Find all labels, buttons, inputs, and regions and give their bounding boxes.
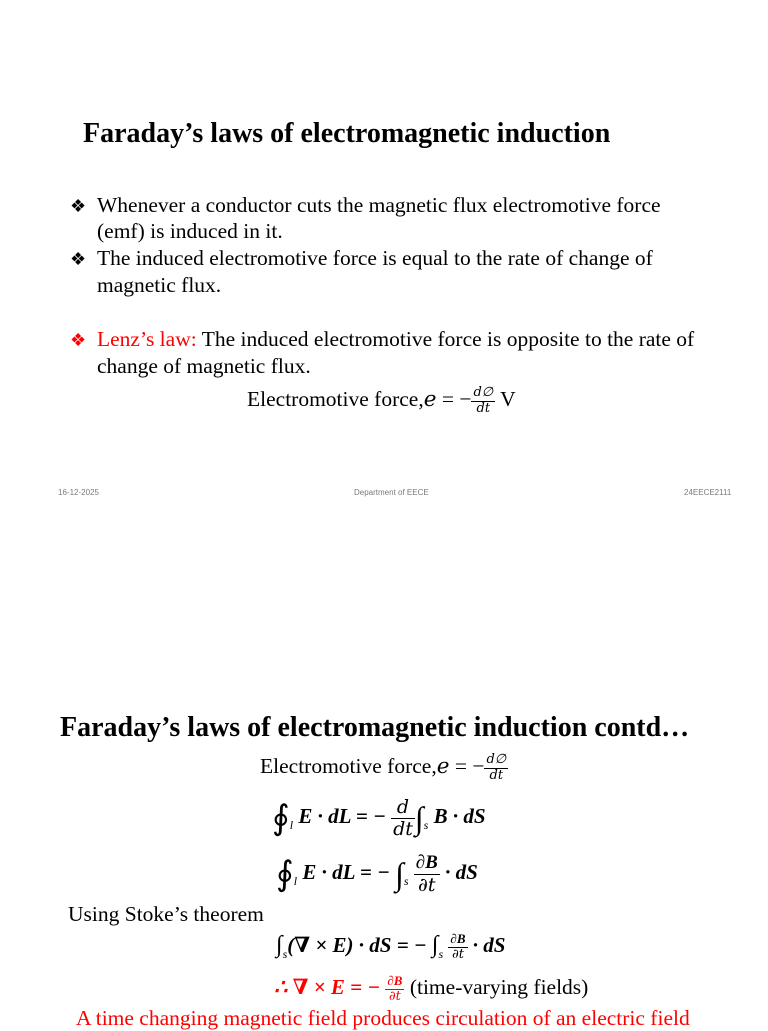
bullet-diamond-icon: ❖ xyxy=(70,330,87,350)
emf-fraction xyxy=(484,753,508,783)
partial-denominator: ∂t xyxy=(418,873,436,896)
surface-subscript: s xyxy=(438,947,444,961)
footer-date: 16-12-2025 xyxy=(58,488,99,497)
equation-rhs: · dS xyxy=(467,933,506,957)
footer-department: Department of EECE xyxy=(354,488,429,497)
emf-prefix: Electromotive force, xyxy=(247,387,424,411)
stokes-theorem-text: Using Stoke’s theorem xyxy=(68,902,264,926)
equation-rhs: B · dS xyxy=(433,804,486,828)
surface-subscript: s xyxy=(403,874,409,888)
derivative-fraction xyxy=(391,797,415,840)
curl-lhs: ∴ ∇ × E = − xyxy=(274,975,381,999)
emf-unit: V xyxy=(495,387,516,411)
lenz-law-text: The induced electromotive force is opposite to the rate of xyxy=(196,327,695,351)
emf-symbol: e xyxy=(436,754,450,779)
lenz-law-label: Lenz’s law: xyxy=(97,327,197,351)
bullet-diamond-icon: ❖ xyxy=(70,196,87,216)
faraday-integral-equation-2 xyxy=(276,844,478,909)
derivative-numerator: d xyxy=(391,797,415,819)
slide-1 xyxy=(0,0,768,512)
derivative-denominator: dt xyxy=(393,817,413,840)
partial-derivative-fraction xyxy=(448,932,467,962)
surface-subscript: s xyxy=(423,818,429,832)
partial-numerator: ∂B xyxy=(415,851,438,873)
emf-equals: = − xyxy=(449,754,485,778)
surface-subscript: s xyxy=(282,947,288,961)
bullet-diamond-icon: ❖ xyxy=(70,249,87,269)
integral-symbol: ∫ xyxy=(431,932,439,958)
emf-equation xyxy=(247,378,516,421)
partial-denominator: ∂t xyxy=(388,988,401,1004)
contour-subscript: l xyxy=(293,874,298,888)
contour-integral-symbol: ∮ xyxy=(276,856,294,893)
equation-lhs: E · dL = − xyxy=(298,804,386,828)
emf-equals: = − xyxy=(436,387,472,411)
slide-2 xyxy=(0,512,768,1030)
contour-subscript: l xyxy=(289,818,294,832)
integral-symbol: ∫ xyxy=(414,800,424,836)
partial-derivative-fraction xyxy=(414,853,440,896)
bullet-2-line-1: The induced electromotive force is equal to the rate of change of xyxy=(97,246,653,270)
partial-numerator: ∂B xyxy=(450,931,466,947)
bullet-2-line-2: magnetic flux. xyxy=(97,273,222,297)
bullet-1-line-2: (emf) is induced in it. xyxy=(97,219,283,243)
time-varying-note: (time-varying fields) xyxy=(404,975,589,999)
emf-fraction-denominator: dt xyxy=(476,400,491,416)
lenz-law-line-2: change of magnetic flux. xyxy=(97,354,311,378)
emf-fraction-numerator: d∅ xyxy=(473,385,494,401)
slide-title: Faraday’s laws of electromagnetic induction contd… xyxy=(60,712,690,743)
emf-fraction-denominator: dt xyxy=(489,767,504,783)
emf-prefix: Electromotive force, xyxy=(260,754,437,778)
emf-symbol: e xyxy=(423,387,437,412)
conclusion-text: A time changing magnetic field produces circulation of an electric field xyxy=(76,1006,690,1030)
partial-derivative-fraction xyxy=(385,974,404,1004)
emf-equation xyxy=(260,744,508,789)
equation-rhs: · dS xyxy=(445,860,478,884)
equation-lhs: (∇ × E) · dS = − xyxy=(287,933,432,957)
equation-lhs: E · dL = − xyxy=(302,860,390,884)
integral-symbol: ∫ xyxy=(276,932,283,958)
contour-integral-symbol: ∮ xyxy=(272,800,290,837)
curl-equation xyxy=(274,966,588,1008)
partial-denominator: ∂t xyxy=(451,946,464,962)
emf-fraction xyxy=(471,386,495,416)
bullet-1-line-1: Whenever a conductor cuts the magnetic flux electromotive force xyxy=(97,193,661,217)
partial-numerator: ∂B xyxy=(387,973,403,989)
lenz-law-line-1 xyxy=(97,326,694,352)
footer-course-code: 24EECE2111 xyxy=(684,488,732,497)
slide-title: Faraday’s laws of electromagnetic induction xyxy=(83,118,611,149)
integral-symbol: ∫ xyxy=(395,856,404,892)
emf-fraction-numerator: d∅ xyxy=(486,752,507,768)
